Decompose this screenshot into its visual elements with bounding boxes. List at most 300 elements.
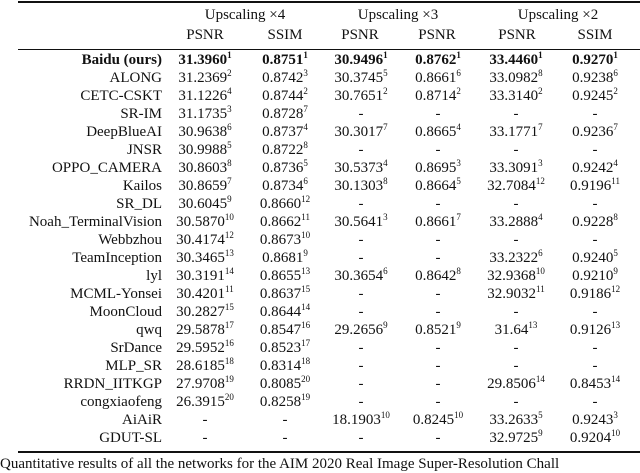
metric-cell bbox=[248, 357, 322, 375]
metric-cell bbox=[476, 321, 556, 339]
metric-cell bbox=[162, 177, 248, 195]
metric-cell bbox=[476, 357, 556, 375]
rank-superscript: 16 bbox=[301, 320, 311, 330]
group-header-x3: Upscaling ×3 bbox=[357, 7, 439, 23]
metric-cell bbox=[556, 375, 634, 393]
metric-cell bbox=[400, 375, 476, 393]
team-name: OPPO_CAMERA bbox=[51, 160, 162, 176]
metric-value: 32.9725 bbox=[489, 430, 539, 446]
metric-cell bbox=[322, 321, 400, 339]
rank-superscript: 10 bbox=[380, 410, 390, 420]
metric-value: 0.8744 bbox=[262, 88, 304, 104]
metric-cell bbox=[476, 375, 556, 393]
metric-cell bbox=[476, 159, 556, 177]
rank-superscript: 2 bbox=[538, 86, 543, 96]
metric-value: 0.8673 bbox=[259, 232, 302, 248]
rank-superscript: 10 bbox=[301, 230, 311, 240]
metric-cell bbox=[556, 195, 634, 213]
rank-superscript: 13 bbox=[528, 320, 538, 330]
rank-superscript: 16 bbox=[224, 338, 234, 348]
metric-value: - bbox=[358, 232, 364, 248]
metric-value: 33.2888 bbox=[489, 214, 539, 230]
metric-cell bbox=[322, 213, 400, 231]
metric-header: SSIM bbox=[267, 27, 303, 43]
metric-cell bbox=[556, 51, 634, 69]
metric-value: 0.9126 bbox=[569, 322, 612, 338]
metric-cell bbox=[556, 357, 634, 375]
metric-cell bbox=[322, 339, 400, 357]
metric-value: 30.6045 bbox=[178, 196, 228, 212]
rank-superscript: 6 bbox=[303, 176, 308, 186]
metric-cell bbox=[248, 429, 322, 447]
rank-superscript: 2 bbox=[456, 86, 461, 96]
table-row bbox=[0, 159, 634, 177]
metric-value: 31.1735 bbox=[178, 106, 228, 122]
metric-value: 30.4174 bbox=[176, 232, 225, 248]
metric-cell bbox=[476, 123, 556, 141]
metric-cell bbox=[322, 87, 400, 105]
rank-superscript: 11 bbox=[225, 284, 234, 294]
metric-value: 33.1771 bbox=[489, 124, 539, 140]
table-row bbox=[0, 177, 634, 195]
metric-value: 0.8662 bbox=[260, 214, 302, 230]
table-row bbox=[0, 69, 634, 87]
metric-cell bbox=[248, 87, 322, 105]
metric-value: - bbox=[592, 358, 598, 374]
metric-cell bbox=[248, 411, 322, 429]
metric-cell bbox=[556, 321, 634, 339]
metric-cell bbox=[162, 69, 248, 87]
rank-superscript: 3 bbox=[613, 410, 618, 420]
metric-value: 0.8660 bbox=[259, 196, 302, 212]
metric-value: - bbox=[358, 430, 364, 446]
metric-value: 32.7084 bbox=[487, 178, 536, 194]
metric-cell bbox=[400, 87, 476, 105]
metric-value: 29.2656 bbox=[334, 322, 384, 338]
metric-value: 0.8523 bbox=[259, 340, 302, 356]
metric-value: 0.8664 bbox=[415, 178, 457, 194]
metric-cell bbox=[162, 375, 248, 393]
metric-value: - bbox=[358, 286, 364, 302]
metric-value: 0.8258 bbox=[259, 394, 302, 410]
metric-cell bbox=[400, 105, 476, 123]
metric-cell bbox=[400, 159, 476, 177]
team-name: JNSR bbox=[126, 142, 162, 158]
metric-value: 30.3745 bbox=[334, 70, 384, 86]
metric-header: PSNR bbox=[418, 27, 456, 43]
metric-cell bbox=[248, 177, 322, 195]
rank-superscript: 18 bbox=[301, 356, 311, 366]
team-name: MCML-Yonsei bbox=[70, 286, 162, 302]
metric-value: 30.5373 bbox=[334, 160, 384, 176]
metric-cell bbox=[162, 411, 248, 429]
metric-cell bbox=[248, 303, 322, 321]
metric-cell bbox=[162, 357, 248, 375]
table-row bbox=[0, 87, 634, 105]
table-row bbox=[0, 123, 634, 141]
table-row bbox=[0, 105, 634, 123]
rank-superscript: 5 bbox=[227, 140, 232, 150]
metric-value: - bbox=[358, 394, 364, 410]
rank-superscript: 9 bbox=[383, 320, 388, 330]
rank-superscript: 1 bbox=[303, 50, 308, 60]
rank-superscript: 10 bbox=[611, 428, 621, 438]
metric-value: 0.9196 bbox=[570, 178, 612, 194]
metric-cell bbox=[400, 285, 476, 303]
metric-cell bbox=[162, 249, 248, 267]
metric-value: 0.9245 bbox=[572, 88, 614, 104]
metric-cell bbox=[476, 177, 556, 195]
team-name: Webbzhou bbox=[98, 232, 162, 248]
metric-cell bbox=[400, 267, 476, 285]
metric-header: PSNR bbox=[341, 27, 379, 43]
rank-superscript: 7 bbox=[456, 212, 461, 222]
rank-superscript: 10 bbox=[454, 410, 464, 420]
metric-cell bbox=[476, 339, 556, 357]
metric-value: - bbox=[358, 250, 364, 266]
metric-cell bbox=[162, 213, 248, 231]
metric-value: - bbox=[358, 142, 364, 158]
metric-value: - bbox=[513, 304, 519, 320]
rank-superscript: 8 bbox=[227, 158, 232, 168]
rank-superscript: 3 bbox=[227, 104, 232, 114]
metric-value: 0.8661 bbox=[415, 214, 457, 230]
metric-cell bbox=[248, 141, 322, 159]
metric-cell bbox=[162, 105, 248, 123]
metric-cell bbox=[248, 375, 322, 393]
rank-superscript: 14 bbox=[535, 374, 545, 384]
table-row bbox=[0, 393, 634, 411]
rank-superscript: 7 bbox=[227, 176, 232, 186]
metric-value: - bbox=[435, 340, 441, 356]
metric-cell bbox=[248, 321, 322, 339]
team-name: GDUT-SL bbox=[99, 430, 162, 446]
rank-superscript: 7 bbox=[383, 122, 388, 132]
metric-value: - bbox=[592, 106, 598, 122]
metric-cell bbox=[400, 213, 476, 231]
metric-value: - bbox=[358, 358, 364, 374]
metric-value: - bbox=[358, 340, 364, 356]
metric-cell bbox=[248, 213, 322, 231]
metric-value: 0.9236 bbox=[572, 124, 614, 140]
rank-superscript: 15 bbox=[224, 302, 234, 312]
rank-superscript: 3 bbox=[303, 68, 308, 78]
metric-cell bbox=[400, 51, 476, 69]
metric-value: - bbox=[592, 142, 598, 158]
metric-cell bbox=[476, 429, 556, 447]
metric-value: 30.3465 bbox=[176, 250, 225, 266]
rank-superscript: 8 bbox=[613, 212, 618, 222]
metric-value: 30.3654 bbox=[334, 268, 384, 284]
metric-cell bbox=[248, 393, 322, 411]
metric-value: 33.4460 bbox=[489, 52, 539, 68]
metric-cell bbox=[322, 429, 400, 447]
metric-value: 0.8314 bbox=[259, 358, 302, 374]
metric-value: - bbox=[592, 304, 598, 320]
metric-cell bbox=[400, 339, 476, 357]
metric-cell bbox=[162, 339, 248, 357]
metric-value: 0.9204 bbox=[569, 430, 612, 446]
metric-cell bbox=[476, 267, 556, 285]
metric-cell bbox=[322, 159, 400, 177]
table-row bbox=[0, 195, 634, 213]
metric-cell bbox=[476, 393, 556, 411]
team-name: DeepBlueAI bbox=[86, 124, 162, 140]
metric-cell bbox=[322, 267, 400, 285]
metric-value: 30.3191 bbox=[176, 268, 225, 284]
metric-cell bbox=[476, 87, 556, 105]
metric-cell bbox=[162, 195, 248, 213]
team-name: SR_DL bbox=[116, 196, 162, 212]
metric-cell bbox=[162, 51, 248, 69]
rank-superscript: 15 bbox=[301, 284, 311, 294]
metric-value: 29.5878 bbox=[176, 322, 225, 338]
metric-value: 0.8085 bbox=[259, 376, 302, 392]
rank-superscript: 5 bbox=[303, 158, 308, 168]
mid-rule bbox=[18, 49, 640, 50]
team-name: TeamInception bbox=[72, 250, 162, 266]
metric-value: - bbox=[513, 394, 519, 410]
rank-superscript: 13 bbox=[301, 266, 311, 276]
metric-value: 30.9638 bbox=[178, 124, 228, 140]
metric-cell bbox=[400, 321, 476, 339]
metric-value: 30.5870 bbox=[176, 214, 225, 230]
metric-value: 0.8714 bbox=[415, 88, 457, 104]
metric-cell bbox=[400, 69, 476, 87]
metric-cell bbox=[400, 177, 476, 195]
team-name: Kailos bbox=[122, 178, 162, 194]
rank-superscript: 2 bbox=[383, 86, 388, 96]
metric-value: - bbox=[435, 358, 441, 374]
metric-value: 28.6185 bbox=[176, 358, 225, 374]
team-name: SR-IM bbox=[120, 106, 162, 122]
table-row bbox=[0, 411, 634, 429]
metric-cell bbox=[322, 195, 400, 213]
metric-cell bbox=[400, 411, 476, 429]
rank-superscript: 7 bbox=[303, 104, 308, 114]
metric-cell bbox=[556, 303, 634, 321]
metric-cell bbox=[248, 267, 322, 285]
metric-cell bbox=[248, 339, 322, 357]
table-row bbox=[0, 375, 634, 393]
metric-value: - bbox=[435, 430, 441, 446]
rank-superscript: 2 bbox=[227, 68, 232, 78]
rank-superscript: 1 bbox=[456, 50, 461, 60]
metric-cell bbox=[322, 249, 400, 267]
metric-cell bbox=[556, 141, 634, 159]
metric-cell bbox=[556, 177, 634, 195]
rank-superscript: 5 bbox=[456, 176, 461, 186]
metric-cell bbox=[322, 141, 400, 159]
metric-cell bbox=[400, 231, 476, 249]
table-row bbox=[0, 249, 634, 267]
team-name: MoonCloud bbox=[89, 304, 162, 320]
rank-superscript: 9 bbox=[456, 320, 461, 330]
metric-cell bbox=[322, 51, 400, 69]
metric-cell bbox=[476, 231, 556, 249]
metric-value: 29.8506 bbox=[487, 376, 536, 392]
metric-value: 0.8742 bbox=[262, 70, 304, 86]
table-row bbox=[0, 339, 634, 357]
metric-value: - bbox=[358, 196, 364, 212]
metric-value: - bbox=[513, 358, 519, 374]
metric-value: - bbox=[513, 232, 519, 248]
top-rule bbox=[18, 1, 640, 3]
metric-value: - bbox=[435, 196, 441, 212]
metric-cell bbox=[248, 195, 322, 213]
metric-value: 0.8762 bbox=[415, 52, 457, 68]
metric-value: 30.9988 bbox=[178, 142, 228, 158]
metric-value: - bbox=[358, 106, 364, 122]
metric-header: PSNR bbox=[498, 27, 536, 43]
metric-cell bbox=[248, 285, 322, 303]
team-name: Noah_TerminalVision bbox=[28, 214, 162, 230]
metric-value: 33.0982 bbox=[489, 70, 539, 86]
metric-value: 0.9238 bbox=[572, 70, 614, 86]
rank-superscript: 6 bbox=[538, 248, 543, 258]
metric-cell bbox=[322, 231, 400, 249]
rank-superscript: 8 bbox=[303, 140, 308, 150]
metric-cell bbox=[248, 123, 322, 141]
metric-cell bbox=[556, 123, 634, 141]
metric-cell bbox=[556, 339, 634, 357]
metric-cell bbox=[162, 429, 248, 447]
metric-value: 30.8603 bbox=[178, 160, 228, 176]
metric-value: 0.8637 bbox=[259, 286, 302, 302]
metric-cell bbox=[476, 141, 556, 159]
bottom-rule bbox=[18, 451, 640, 453]
team-name: MLP_SR bbox=[105, 358, 162, 374]
metric-value: 18.1903 bbox=[332, 412, 381, 428]
metric-cell bbox=[162, 141, 248, 159]
metric-value: 33.2633 bbox=[489, 412, 539, 428]
metric-value: 33.3140 bbox=[489, 88, 539, 104]
rank-superscript: 8 bbox=[383, 176, 388, 186]
metric-value: - bbox=[358, 304, 364, 320]
metric-value: 0.9186 bbox=[569, 286, 612, 302]
metric-value: - bbox=[513, 106, 519, 122]
metric-value: 0.8737 bbox=[262, 124, 304, 140]
metric-value: 26.3915 bbox=[176, 394, 225, 410]
metric-value: 30.2827 bbox=[176, 304, 225, 320]
rank-superscript: 4 bbox=[227, 86, 232, 96]
group-header-x4: Upscaling ×4 bbox=[204, 7, 286, 23]
metric-value: 31.1226 bbox=[178, 88, 228, 104]
table-row bbox=[0, 303, 634, 321]
metric-value: 0.8751 bbox=[262, 52, 304, 68]
metric-cell bbox=[556, 267, 634, 285]
metric-cell bbox=[476, 105, 556, 123]
metric-cell bbox=[162, 303, 248, 321]
metric-cell bbox=[248, 249, 322, 267]
metric-value: 29.5952 bbox=[176, 340, 225, 356]
metric-cell bbox=[248, 159, 322, 177]
metric-cell bbox=[556, 393, 634, 411]
rank-superscript: 19 bbox=[224, 374, 234, 384]
metric-value: 27.9708 bbox=[176, 376, 225, 392]
metric-cell bbox=[162, 285, 248, 303]
metric-cell bbox=[476, 51, 556, 69]
rank-superscript: 4 bbox=[613, 158, 618, 168]
rank-superscript: 4 bbox=[538, 212, 543, 222]
team-name: SrDance bbox=[110, 340, 162, 356]
table-row bbox=[0, 213, 634, 231]
rank-superscript: 8 bbox=[456, 266, 461, 276]
rank-superscript: 18 bbox=[224, 356, 234, 366]
table-row bbox=[0, 267, 634, 285]
rank-superscript: 9 bbox=[613, 266, 618, 276]
metric-value: - bbox=[282, 430, 288, 446]
metric-value: 30.3017 bbox=[334, 124, 384, 140]
metric-cell bbox=[556, 249, 634, 267]
rank-superscript: 6 bbox=[456, 68, 461, 78]
metric-cell bbox=[476, 213, 556, 231]
rank-superscript: 11 bbox=[301, 212, 310, 222]
metric-cell bbox=[248, 105, 322, 123]
metric-value: - bbox=[435, 232, 441, 248]
rank-superscript: 20 bbox=[224, 392, 234, 402]
rank-superscript: 5 bbox=[538, 410, 543, 420]
rank-superscript: 8 bbox=[538, 68, 543, 78]
metric-value: - bbox=[513, 142, 519, 158]
metric-value: 31.2369 bbox=[178, 70, 228, 86]
metric-cell bbox=[400, 123, 476, 141]
metric-value: - bbox=[435, 286, 441, 302]
metric-value: 0.8521 bbox=[415, 322, 457, 338]
metric-cell bbox=[162, 159, 248, 177]
rank-superscript: 9 bbox=[303, 248, 308, 258]
rank-superscript: 1 bbox=[613, 50, 618, 60]
metric-value: - bbox=[358, 376, 364, 392]
rank-superscript: 2 bbox=[303, 86, 308, 96]
rank-superscript: 1 bbox=[383, 50, 388, 60]
table-row bbox=[0, 51, 634, 69]
metric-value: 0.8665 bbox=[415, 124, 457, 140]
table-row bbox=[0, 321, 634, 339]
metric-value: 33.2322 bbox=[489, 250, 539, 266]
metric-value: - bbox=[435, 250, 441, 266]
rank-superscript: 6 bbox=[227, 122, 232, 132]
metric-value: 0.8547 bbox=[259, 322, 302, 338]
metric-value: 0.8728 bbox=[262, 106, 304, 122]
rank-superscript: 5 bbox=[613, 248, 618, 258]
metric-value: - bbox=[202, 430, 208, 446]
metric-cell bbox=[322, 123, 400, 141]
metric-value: - bbox=[592, 196, 598, 212]
metric-value: 32.9368 bbox=[487, 268, 536, 284]
metric-value: 30.5641 bbox=[334, 214, 384, 230]
metric-cell bbox=[556, 285, 634, 303]
metric-cell bbox=[556, 87, 634, 105]
metric-value: 0.8736 bbox=[262, 160, 304, 176]
metric-value: - bbox=[592, 340, 598, 356]
metric-cell bbox=[556, 429, 634, 447]
metric-cell bbox=[322, 303, 400, 321]
metric-cell bbox=[162, 87, 248, 105]
metric-cell bbox=[476, 303, 556, 321]
metric-cell bbox=[400, 357, 476, 375]
metric-value: - bbox=[435, 394, 441, 410]
metric-value: - bbox=[282, 412, 288, 428]
rank-superscript: 14 bbox=[301, 302, 311, 312]
rank-superscript: 4 bbox=[456, 122, 461, 132]
metric-cell bbox=[400, 393, 476, 411]
rank-superscript: 3 bbox=[538, 158, 543, 168]
metric-value: 30.1303 bbox=[334, 178, 384, 194]
team-name: CETC-CSKT bbox=[80, 88, 162, 104]
rank-superscript: 17 bbox=[224, 320, 234, 330]
metric-header: PSNR bbox=[186, 27, 224, 43]
